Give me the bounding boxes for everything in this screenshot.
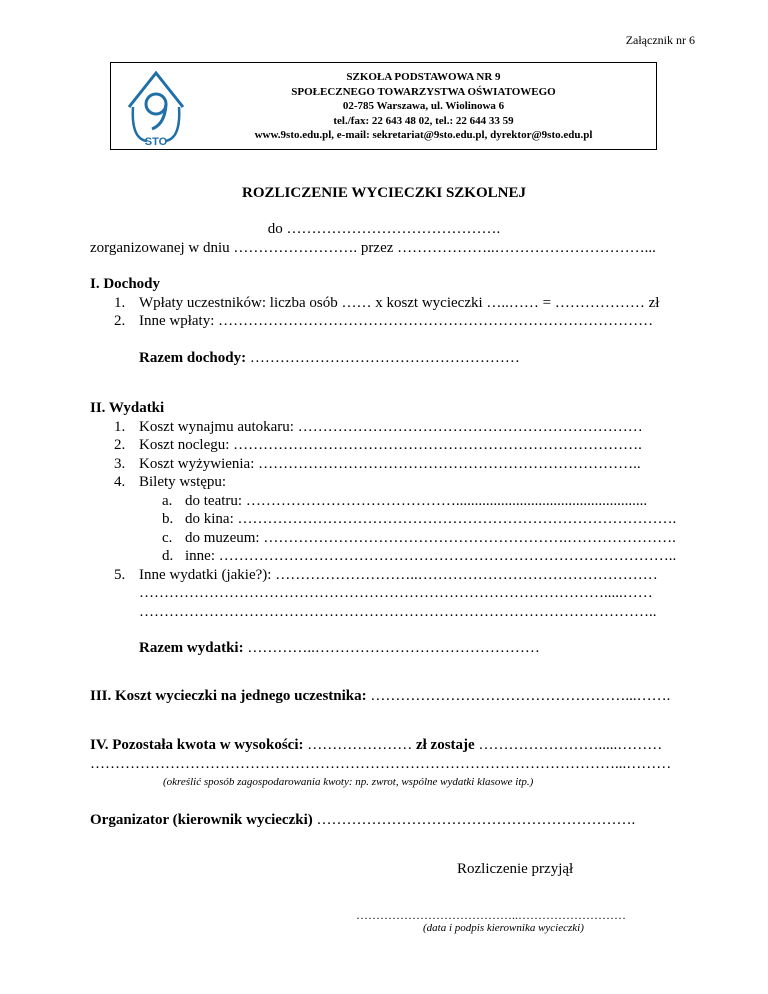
section2-item-2: Koszt noclegu: ………………………………………………………………………. [139, 437, 642, 453]
section3-dots: ……………………………………………...……. [370, 688, 671, 704]
section1-item-2-num: 2. [114, 313, 126, 329]
section4-label: IV. Pozostała kwota w wysokości: [90, 737, 304, 753]
page-title: ROZLICZENIE WYCIECZKI SZKOLNEJ [242, 185, 526, 201]
school-name-line2: SPOŁECZNEGO TOWARZYSTWA OŚWIATOWEGO [291, 85, 556, 98]
section3-label: III. Koszt wycieczki na jednego uczestnika: [90, 688, 367, 704]
section2-sub-d: inne: ……………………………………………………………………………….. [185, 548, 677, 564]
annex-label: Załącznik nr 6 [625, 33, 695, 47]
section4-mid: zł zostaje [415, 737, 475, 753]
section2-item-5: Inne wydatki (jakie?): ………………………..………………………………………… [139, 567, 658, 583]
section1-total-dots: ……………………………………………… [249, 350, 520, 366]
school-phones: tel./fax: 22 643 48 02, tel.: 22 644 33 59 [333, 114, 514, 127]
section2-item-2-num: 2. [114, 437, 126, 453]
section4-line2: ……………………………………………………………………………………………...……… [90, 756, 672, 772]
section2-item-4-num: 4. [114, 474, 126, 490]
section2-sub-a: do teatru: ……………………………………................................................... [185, 493, 648, 509]
section2-item-5-num: 5. [114, 567, 126, 583]
section1-total-label: Razem dochody: [139, 350, 247, 366]
section1-item-1-num: 1. [114, 295, 126, 311]
school-info [195, 70, 652, 143]
accept-signature-dots: …………………………………..……………………… [356, 908, 626, 922]
intro-line1: do ……………………………………. [267, 221, 501, 237]
school-header [110, 62, 657, 150]
section2-item-1: Koszt wynajmu autokaru: …………………………………………………………… [139, 419, 643, 435]
section2-sub-b-letter: b. [162, 511, 174, 527]
school-logo-icon [125, 69, 187, 147]
logo-text: STO [144, 136, 168, 147]
organizer-label: Organizator (kierownik wycieczki) [90, 812, 313, 828]
section2-item-4: Bilety wstępu: [139, 474, 227, 490]
section2-sub-c-letter: c. [162, 530, 173, 546]
section2-extra-line-2: ………………………………………………………………………………………….. [139, 604, 657, 620]
school-web: www.9sto.edu.pl, e-mail: sekretariat@9sto.edu.pl, dyrektor@9sto.edu.pl [254, 129, 593, 141]
section1-total [139, 350, 520, 367]
section1-heading: I. Dochody [90, 276, 161, 292]
section1-item-1: Wpłaty uczestników: liczba osób …… x koszt wycieczki …..…… = ……………… zł [139, 295, 660, 311]
section2-item-3-num: 3. [114, 456, 126, 472]
section2-sub-d-letter: d. [162, 548, 174, 564]
section2-sub-b: do kina: ……………………………………………………………………………. [185, 511, 677, 527]
section4-note: (określić sposób zagospodarowania kwoty: np. zwrot, wspólne wydatki klasowe itp.) [163, 776, 534, 788]
section3 [90, 688, 670, 705]
section2-heading: II. Wydatki [90, 400, 165, 416]
section2-total-dots: …………..……………………………………… [247, 640, 540, 656]
school-name-line1: SZKOŁA PODSTAWOWA NR 9 [346, 71, 501, 83]
section2-item-1-num: 1. [114, 419, 126, 435]
section4-dots2: …………………….....……… [478, 737, 663, 753]
accept-label: Rozliczenie przyjął [457, 861, 574, 877]
section2-sub-c: do muzeum: …………………………………………………….…………………. [185, 530, 676, 546]
accept-caption: (data i podpis kierownika wycieczki) [423, 922, 584, 934]
school-address: 02-785 Warszawa, ul. Wiolinowa 6 [342, 100, 505, 112]
intro-line2: zorganizowanej w dniu ……………………. przez ………………..…………………………... [90, 240, 656, 256]
section2-extra-line-1: ………………………………………………………………………………….....…… [139, 585, 653, 601]
section4 [90, 737, 662, 754]
section1-item-2: Inne wpłaty: …………………………………………………………………………… [139, 313, 654, 329]
section2-total [139, 640, 540, 657]
section2-sub-a-letter: a. [162, 493, 173, 509]
section2-total-label: Razem wydatki: [139, 640, 244, 656]
organizer [90, 812, 635, 829]
section2-item-3: Koszt wyżywienia: ………………………………………………………………….. [139, 456, 641, 472]
organizer-dots: ………………………………………………………. [316, 812, 636, 828]
section4-dots1: ………………… [307, 737, 413, 753]
